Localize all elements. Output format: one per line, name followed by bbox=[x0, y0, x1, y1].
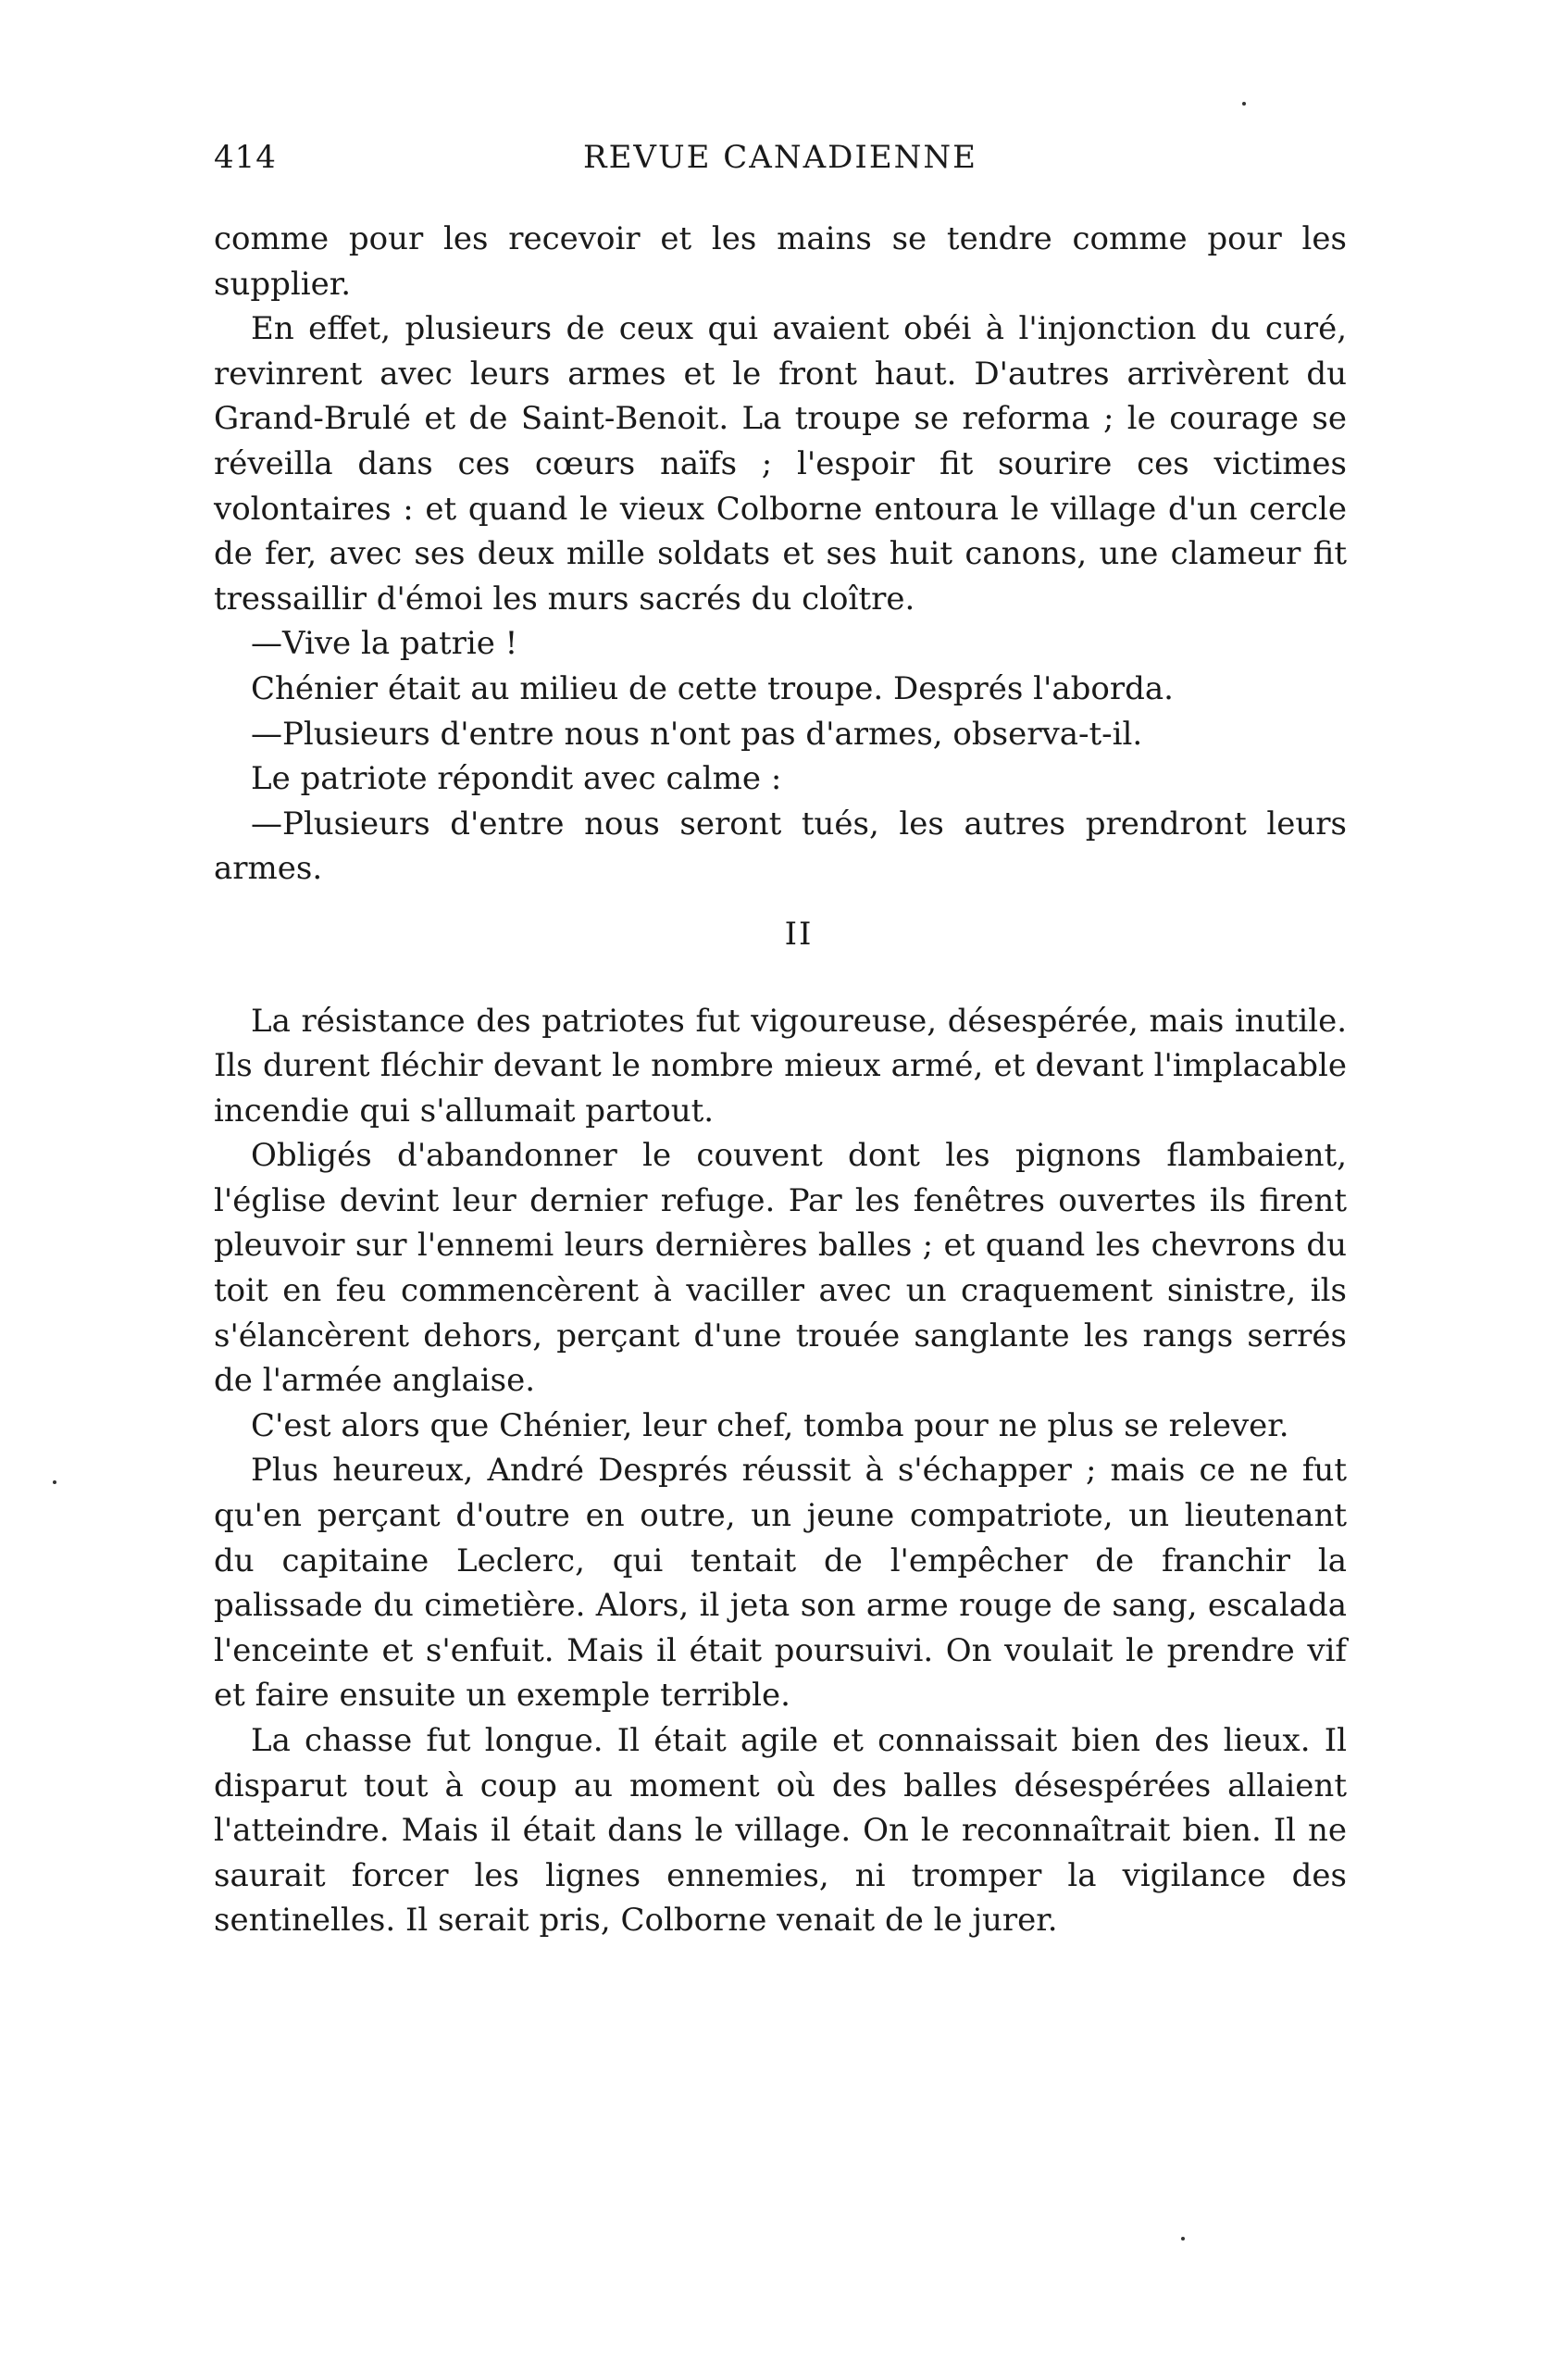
scan-speck bbox=[53, 1480, 56, 1484]
running-title: REVUE CANADIENNE bbox=[583, 139, 977, 176]
scan-speck bbox=[1242, 102, 1246, 106]
body-text bbox=[214, 217, 1347, 1943]
scan-speck bbox=[1181, 2237, 1185, 2240]
dialogue-line: —Vive la patrie ! bbox=[251, 625, 518, 663]
paragraph: La résistance des patriotes fut vigoureuse, désespérée, mais inutile. Ils durent fléchir devant le nombre mieux armé, et devant l'implacable incendie qui s'allumait partout. bbox=[214, 1002, 1347, 1130]
paragraph: Obligés d'abandonner le couvent dont les pignons flambaient, l'église devint leur dernier refuge. Par les fenêtres ouvertes ils firent pleuvoir sur l'ennemi leurs dernières balles ; et quand les chevrons du toit en feu commencèrent à vaciller avec un craquement sinistre, ils s'élancèrent dehors, perçant d'une trouée sanglante les rangs serrés de l'armée anglaise. bbox=[214, 1137, 1347, 1400]
paragraph: Chénier était au milieu de cette troupe. Després l'aborda. bbox=[251, 669, 1174, 707]
paragraph-continuation: comme pour les recevoir et les mains se tendre comme pour les supplier. bbox=[214, 220, 1347, 303]
paragraph: Le patriote répondit avec calme : bbox=[251, 760, 782, 798]
page-number: 414 bbox=[214, 139, 277, 176]
section-heading: II bbox=[784, 915, 814, 953]
page-header bbox=[214, 139, 1347, 180]
dialogue-line: —Plusieurs d'entre nous seront tués, les autres prendront leurs armes. bbox=[214, 805, 1347, 888]
paragraph: Plus heureux, André Després réussit à s'échapper ; mais ce ne fut qu'en perçant d'outre en outre, un jeune compatriote, un lieutenant du capitaine Leclerc, qui tentait de l'empêcher de franchir la palissade du cimetière. Alors, il jeta son arme rouge de sang, escalada l'enceinte et s'enfuit. Mais il était poursuivi. On voulait le prendre vif et faire ensuite un exemple terrible. bbox=[214, 1452, 1347, 1715]
paragraph: La chasse fut longue. Il était agile et connaissait bien des lieux. Il disparut tout à coup au moment où des balles désespérées allaient l'atteindre. Mais il était dans le village. On le reconnaîtrait bien. Il ne saurait forcer les lignes ennemies, ni tromper la vigilance des sentinelles. Il serait pris, Colborne venait de le jurer. bbox=[214, 1722, 1347, 1940]
paragraph: En effet, plusieurs de ceux qui avaient obéi à l'injonction du curé, revinrent avec leurs armes et le front haut. D'autres arrivèrent du Grand-Brulé et de Saint-Benoit. La troupe se reforma ; le courage se réveilla dans ces cœurs naïfs ; l'espoir fit sourire ces victimes volontaires : et quand le vieux Colborne entoura le village d'un cercle de fer, avec ses deux mille soldats et ses huit canons, une clameur fit tressaillir d'émoi les murs sacrés du cloître. bbox=[214, 310, 1347, 618]
paragraph: C'est alors que Chénier, leur chef, tomba pour ne plus se relever. bbox=[251, 1406, 1289, 1444]
dialogue-line: —Plusieurs d'entre nous n'ont pas d'armes, observa-t-il. bbox=[251, 715, 1143, 753]
